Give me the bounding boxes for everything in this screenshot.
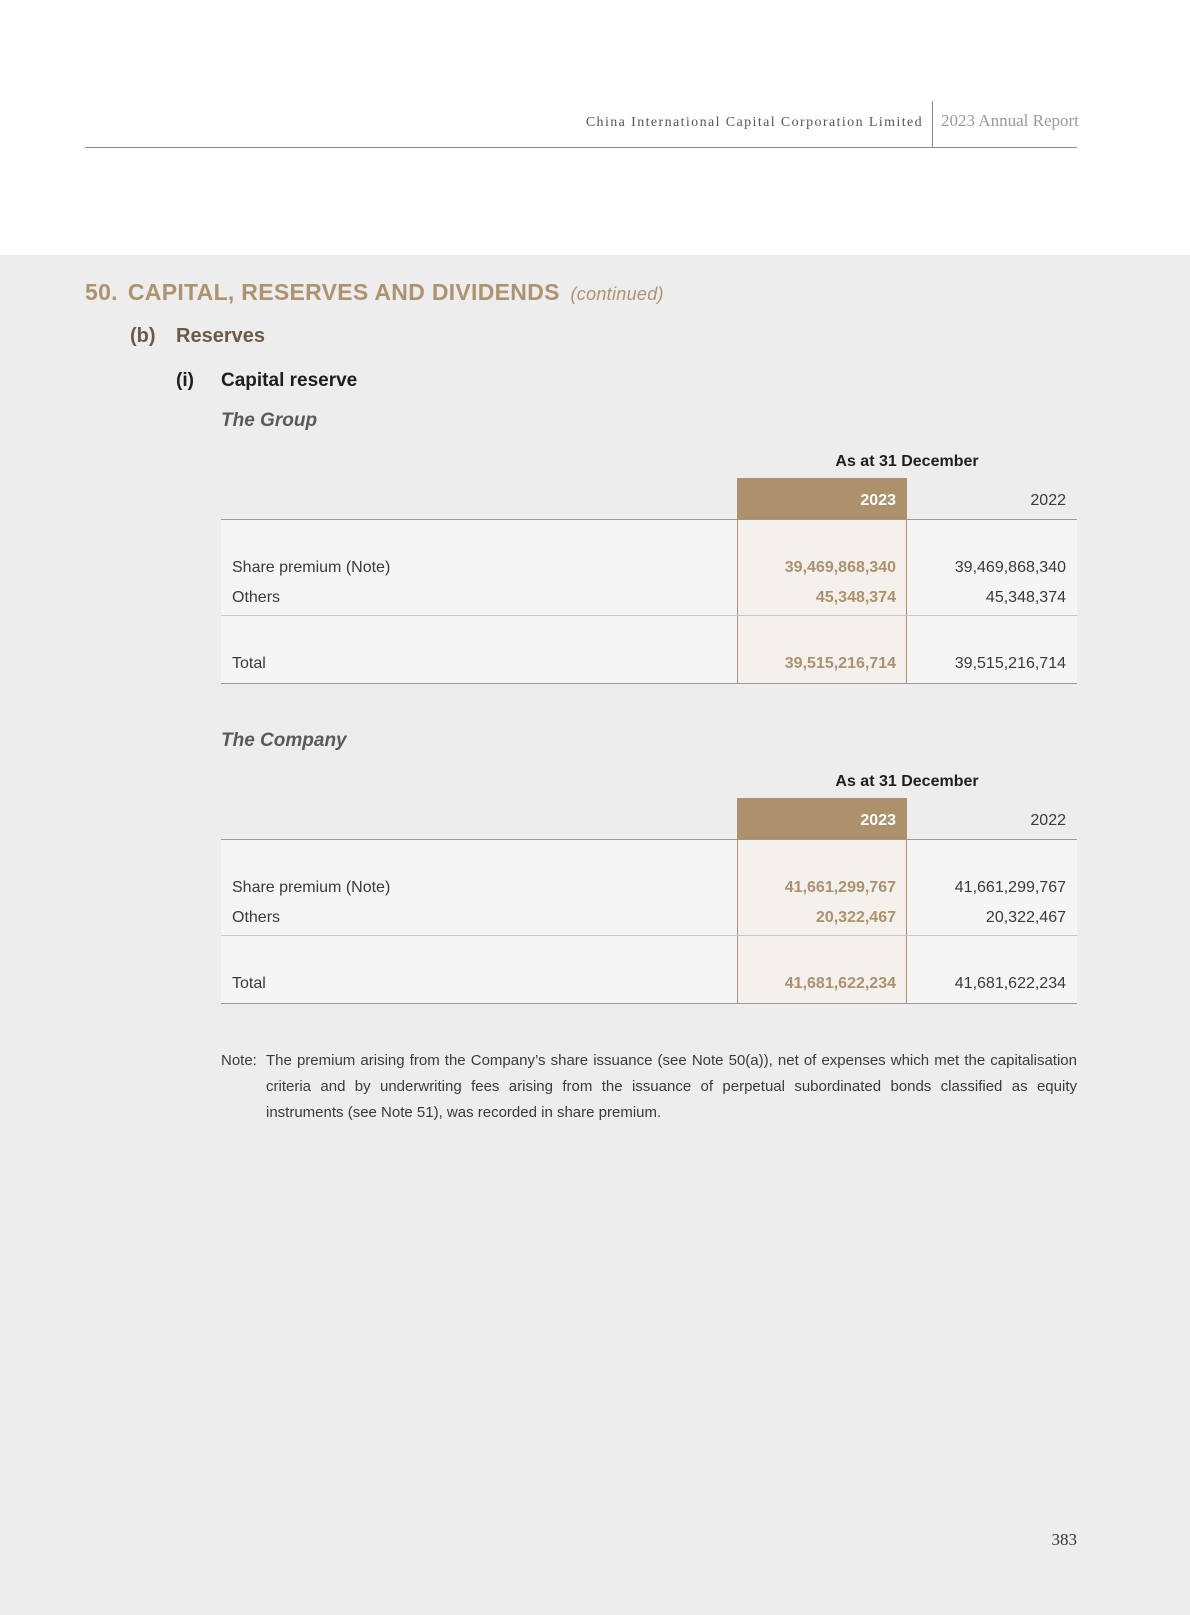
entity-heading-group: The Group xyxy=(221,410,318,431)
column-header-2022 xyxy=(907,478,1077,519)
subsection-heading xyxy=(130,325,265,348)
value-2023: 45,348,374 xyxy=(815,589,896,606)
table-rule xyxy=(221,615,1077,616)
company-capital-reserve-table xyxy=(221,773,1077,1005)
value-2022: 45,348,374 xyxy=(985,589,1066,606)
value-2022: 41,661,299,767 xyxy=(954,879,1066,896)
row-label: Others xyxy=(232,589,281,606)
footnote xyxy=(221,1048,1077,1126)
column-header-2023 xyxy=(737,798,907,839)
header-report-title: 2023 Annual Report xyxy=(941,111,1079,130)
table-row xyxy=(221,909,1077,931)
subsubsection-label: (i) xyxy=(176,370,194,391)
group-capital-reserve-table xyxy=(221,453,1077,685)
row-label: Share premium (Note) xyxy=(232,559,391,576)
table-row xyxy=(221,879,1077,901)
column-header-2023-label: 2023 xyxy=(860,492,896,509)
table-rule xyxy=(221,683,1077,684)
column-header-2023 xyxy=(737,478,907,519)
subsection-title: Reserves xyxy=(176,325,265,347)
table-caption: As at 31 December xyxy=(835,453,979,470)
section-continued: (continued) xyxy=(570,284,664,304)
row-label: Share premium (Note) xyxy=(232,879,391,896)
page-number: 383 xyxy=(1051,1530,1077,1549)
table-total-row xyxy=(221,655,1077,677)
value-2022: 39,515,216,714 xyxy=(954,655,1066,672)
entity-heading-company: The Company xyxy=(221,730,347,751)
value-2023: 39,469,868,340 xyxy=(784,559,896,576)
value-2023: 39,515,216,714 xyxy=(784,655,896,672)
page-content xyxy=(0,255,1190,1615)
value-2023: 20,322,467 xyxy=(815,909,896,926)
column-header-2023-label: 2023 xyxy=(860,812,896,829)
row-label: Total xyxy=(232,975,266,992)
table-rule xyxy=(221,935,1077,936)
footnote-text: The premium arising from the Company’s share issuance (see Note 50(a)), net of expenses which met the capitalisation criteria and by underwriting fees arising from the issuance of perpetual subordinated bonds classified as equity instruments (see Note 51), was recorded in share premium. xyxy=(266,1052,1077,1121)
section-number: 50. xyxy=(85,279,118,305)
value-2023: 41,661,299,767 xyxy=(784,879,896,896)
section-title xyxy=(85,279,664,306)
table-total-row xyxy=(221,975,1077,997)
column-header-2022-label: 2022 xyxy=(1030,812,1066,829)
subsection-label: (b) xyxy=(130,325,156,347)
value-2023: 41,681,622,234 xyxy=(784,975,896,992)
page-header xyxy=(0,0,1190,255)
value-2022: 39,469,868,340 xyxy=(954,559,1066,576)
header-rule xyxy=(85,147,1077,148)
value-2022: 20,322,467 xyxy=(985,909,1066,926)
row-label: Total xyxy=(232,655,266,672)
value-2022: 41,681,622,234 xyxy=(954,975,1066,992)
footnote-label: Note: xyxy=(221,1052,257,1069)
subsubsection-heading xyxy=(176,370,357,392)
row-label: Others xyxy=(232,909,281,926)
subsubsection-title: Capital reserve xyxy=(221,370,358,391)
section-title-text: CAPITAL, RESERVES AND DIVIDENDS xyxy=(127,279,560,305)
column-header-2022-label: 2022 xyxy=(1030,492,1066,509)
table-rule xyxy=(221,1003,1077,1004)
header-divider xyxy=(932,101,933,147)
header-company-name: China International Capital Corporation Limited xyxy=(585,115,923,130)
table-row xyxy=(221,589,1077,611)
column-header-2022 xyxy=(907,798,1077,839)
table-caption: As at 31 December xyxy=(835,773,979,790)
table-row xyxy=(221,559,1077,581)
